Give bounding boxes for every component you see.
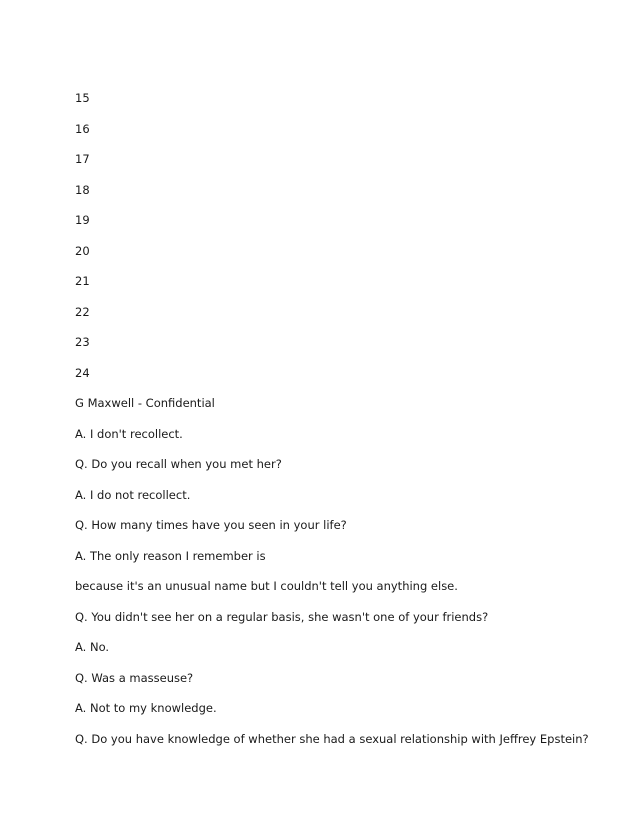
line-number: 19: [75, 213, 90, 227]
transcript-line: A. No.: [75, 640, 110, 654]
transcript-line: Q. How many times have you seen in your life?: [75, 518, 347, 532]
transcript-line: Q. Do you recall when you met her?: [75, 457, 282, 471]
line-number: 22: [75, 305, 90, 319]
transcript-line: Q. You didn't see her on a regular basis, she wasn't one of your friends?: [75, 610, 489, 624]
line-number: 24: [75, 366, 90, 380]
line-number: 23: [75, 335, 90, 349]
transcript-line: Q. Do you have knowledge of whether she had a sexual relationship with Jeffrey Epstein?: [75, 732, 589, 746]
transcript-line: A. I do not recollect.: [75, 488, 191, 502]
line-number: 18: [75, 183, 90, 197]
transcript-line: A. The only reason I remember is: [75, 549, 266, 563]
line-number: 21: [75, 274, 90, 288]
line-number: 20: [75, 244, 90, 258]
line-number: 17: [75, 152, 90, 166]
confidential-header: G Maxwell - Confidential: [75, 396, 215, 410]
transcript-line: Q. Was a masseuse?: [75, 671, 194, 685]
line-number: 16: [75, 122, 90, 136]
line-number: 15: [75, 91, 90, 105]
transcript-line: A. I don't recollect.: [75, 427, 183, 441]
transcript-line: A. Not to my knowledge.: [75, 701, 217, 715]
transcript-line: because it's an unusual name but I couldn't tell you anything else.: [75, 579, 458, 593]
